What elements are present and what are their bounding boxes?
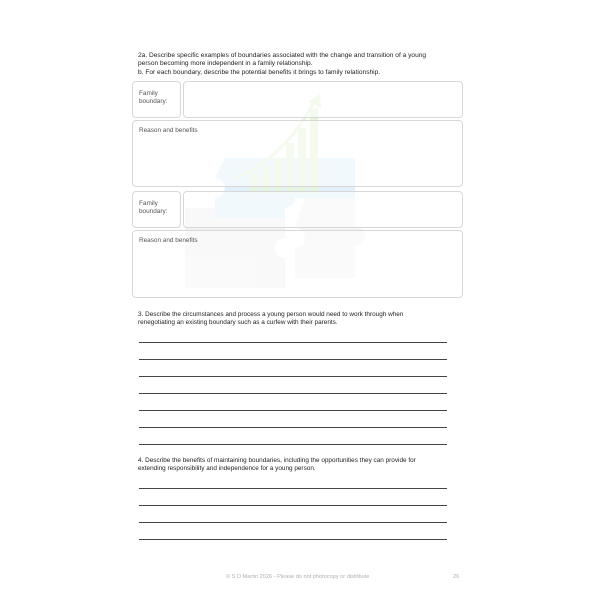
reason-benefits-label-1: Reason and benefits bbox=[139, 127, 198, 134]
reason-benefits-input-1[interactable] bbox=[132, 120, 463, 187]
family-boundary-label-box-1 bbox=[132, 81, 181, 118]
answer-line[interactable] bbox=[139, 359, 447, 360]
answer-line[interactable] bbox=[139, 376, 447, 377]
page-number: 26 bbox=[453, 574, 460, 580]
question-3-line-2: renegotiating an existing boundary such as a curfew with their parents. bbox=[138, 319, 338, 327]
family-boundary-label-box-2 bbox=[132, 191, 181, 228]
reason-benefits-label-2: Reason and benefits bbox=[139, 237, 198, 244]
question-3-line-1: 3. Describe the circumstances and process a young person would need to work through when bbox=[138, 311, 404, 318]
answer-line[interactable] bbox=[139, 410, 447, 411]
answer-line[interactable] bbox=[139, 539, 447, 540]
question-2b-line: b. For each boundary, describe the potential benefits it brings to family relationship. bbox=[138, 68, 381, 76]
answer-line[interactable] bbox=[139, 427, 447, 428]
reason-benefits-input-2[interactable] bbox=[132, 230, 463, 298]
answer-line[interactable] bbox=[139, 342, 447, 343]
question-4-line-1: 4. Describe the benefits of maintaining boundaries, including the opportunities they can provide for bbox=[138, 457, 416, 464]
question-2a-line-2: person becoming more independent in a family relationship. bbox=[138, 60, 313, 68]
family-boundary-label-1: Family boundary: bbox=[139, 90, 168, 105]
family-boundary-input-2[interactable] bbox=[183, 191, 463, 228]
answer-line[interactable] bbox=[139, 444, 447, 445]
family-boundary-label-2: Family boundary: bbox=[139, 200, 168, 215]
question-2a-line-1: 2a. Describe specific examples of boundaries associated with the change and transition of a young bbox=[138, 52, 427, 59]
copyright-footer: © S D Martin 2026 - Please do not photocopy or distribute bbox=[226, 574, 370, 580]
question-4-text bbox=[138, 457, 458, 473]
question-3-text bbox=[138, 311, 458, 327]
answer-line[interactable] bbox=[139, 488, 447, 489]
question-2-text bbox=[138, 52, 468, 77]
answer-line[interactable] bbox=[139, 393, 447, 394]
family-boundary-input-1[interactable] bbox=[183, 81, 463, 118]
question-4-line-2: extending responsibility and independence for a young person. bbox=[138, 465, 316, 473]
answer-line[interactable] bbox=[139, 505, 447, 506]
answer-line[interactable] bbox=[139, 522, 447, 523]
